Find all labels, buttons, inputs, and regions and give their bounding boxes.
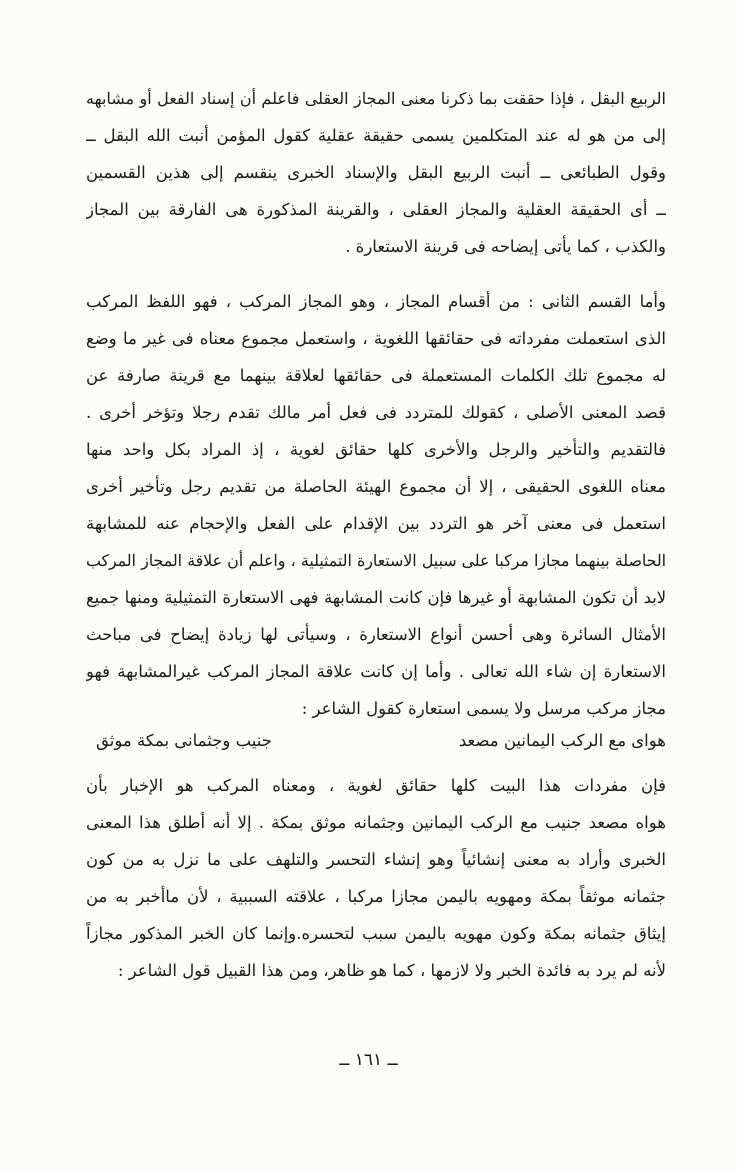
text-line: ــ أى الحقيقة العقلية والمجاز العقلى ، والقرينة المذكورة هى الفارقة بين المجاز [86,200,666,219]
page-number: ــ ١٦١ ــ [339,1050,398,1070]
text-line: وأما القسم الثانى : من أقسام المجاز ، وهو المجاز المركب ، فهو اللفظ المركب [86,292,666,311]
paragraph-1 [86,80,666,265]
text-line: مجاز مركب مرسل ولا يسمى استعارة كقول الشاعر : [301,699,666,718]
text-line: هواه مصعد جنيب مع الركب اليمانين وجثمانه موثق بمكة . إلا أنه أطلق هذا المعنى [86,813,666,832]
text-line: الحاصلة بينهما مجازا مركبا على سبيل الاستعارة التمثيلية ، واعلم أن علاقة المجاز المركب [86,551,666,570]
text-line: فإن مفردات هذا البيت كلها حقائق لغوية ، ومعناه المركب هو الإخبار بأن [86,776,666,795]
verse-second-hemistich: جنيب وجثمانى بمكة موثق [96,731,272,750]
verse-first-hemistich: هواى مع الركب اليمانين مصعد [458,731,666,750]
text-line: استعمل فى معنى آخر هو التردد بين الإقدام على الفعل والإحجام عنه للمشابهة [86,514,666,533]
text-line: والكذب ، كما يأتى إيضاحه فى قرينة الاستعارة . [345,237,666,256]
text-line: وقول الطبائعى ــ أنبت الربيع البقل والإسناد الخبرى ينقسم إلى هذين القسمين [86,163,666,182]
text-line: قصد المعنى الأصلى ، كقولك للمتردد فى فعل أمر مالك تقدم رجلا وتؤخر أخرى . [86,403,666,422]
paragraph-2 [86,283,666,727]
text-line: جثمانه موثقاً بمكة ومهويه باليمن مجازا مركبا ، علاقته السببية ، لأن ماأخبر به من [86,887,666,906]
text-line: إلى من هو له عند المتكلمين يسمى حقيقة عقلية كقول المؤمن أنبت الله البقل ــ [86,126,666,145]
paragraph-3 [86,767,666,989]
text-line: الخبرى وأراد به معنى إنشائياً وهو إنشاء التحسر والتلهف على ما نزل به من كون [86,850,666,869]
text-line: معناه اللغوى الحقيقى ، إلا أن مجموع الهيئة الحاصلة من تقديم رجل وتأخير أخرى [86,477,666,496]
text-line: لابد أن تكون المشابهة أو غيرها فإن كانت المشابهة فهى الاستعارة التمثيلية ومنها جميع [86,588,666,607]
text-line: الربيع البقل ، فإذا حققت بما ذكرنا معنى المجاز العقلى فاعلم أن إسناد الفعل أو مشابهه [86,89,666,108]
text-line: الأمثال السائرة وهى أحسن أنواع الاستعارة ، وسيأتى لها زيادة إيضاح فى مباحث [86,625,666,644]
text-line: إيثاق جثمانه بمكة وكون مهويه باليمن سبب لتحسره.وإنما كان الخبر المذكور مجازاً [86,924,666,943]
text-line: له مجموع تلك الكلمات المستعملة فى حقائقها لعلاقة بينهما مع قرينة صارفة عن [86,366,666,385]
text-line: الاستعارة إن شاء الله تعالى . وأما إن كانت علاقة المجاز المركب غيرالمشابهة فهو [86,662,666,681]
text-line: الذى استعملت مفرداته فى حقائقها اللغوية ، واستعمل مجموع معناه فى غير ما وضع [86,329,666,348]
text-line: فالتقديم والتأخير والرجل والأخرى كلها حقائق لغوية ، إذ المراد بكل واحد منها [86,440,666,459]
text-line: لأنه لم يرد به فائدة الخبر ولا لازمها ، كما هو ظاهر، ومن هذا القبيل قول الشاعر : [117,961,666,980]
poetry-verse [96,722,666,759]
